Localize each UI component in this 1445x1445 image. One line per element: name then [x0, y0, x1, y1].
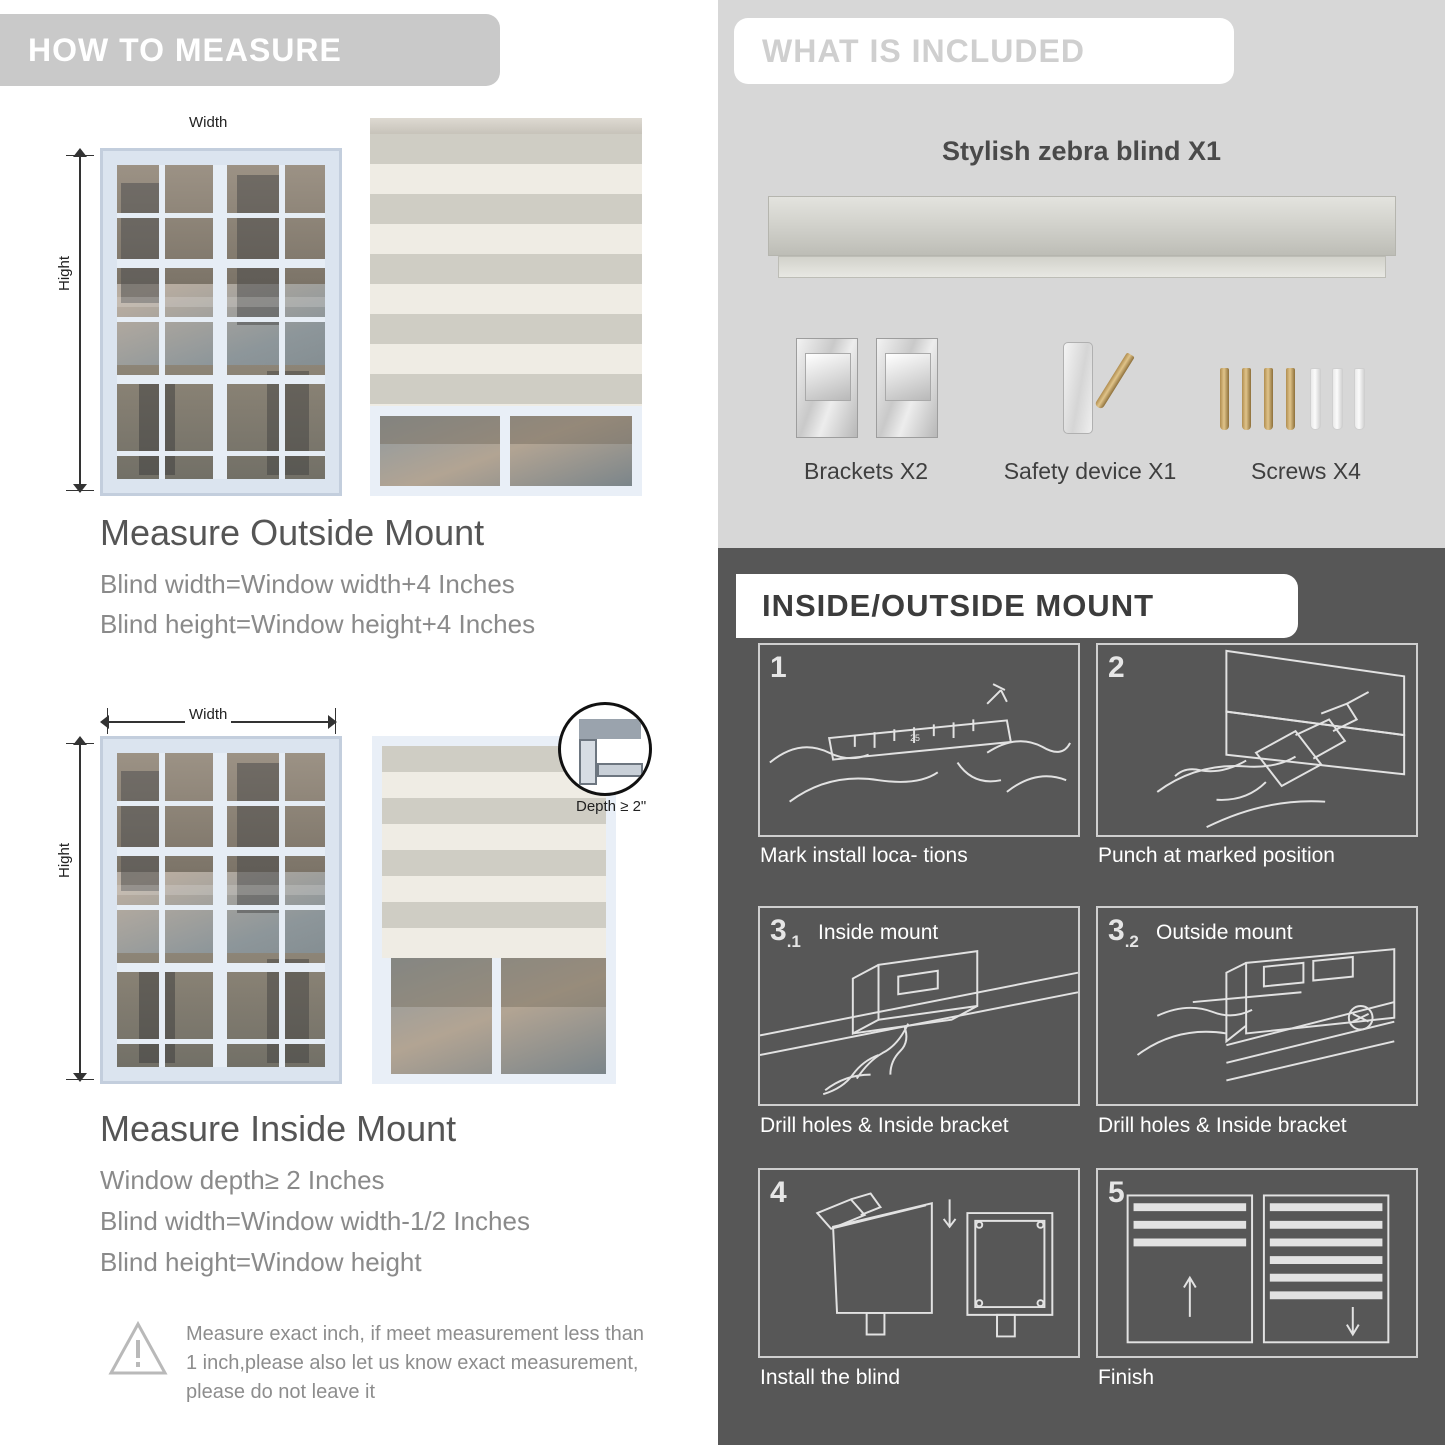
step-3-2-box: [1096, 906, 1418, 1106]
step-4-box: [758, 1168, 1080, 1358]
bracket-icon-1: [796, 338, 858, 438]
height2-arrow-bottom: [73, 1073, 87, 1082]
step-1-box: [758, 643, 1080, 837]
safety-device-icon: [1063, 342, 1093, 434]
safety-screw-icon: [1094, 352, 1134, 409]
step-3-1-caption: Drill holes & Inside bracket: [760, 1114, 1009, 1137]
step-4-sketch: [760, 1170, 1078, 1356]
whats-included-panel: [718, 0, 1445, 548]
zebra-blind-rail: [768, 196, 1396, 256]
inside-mount-line-1: Window depth≥ 2 Inches: [100, 1165, 385, 1195]
height2-tick-top: [66, 743, 94, 744]
inside-height-label: Hight: [56, 839, 73, 882]
step-3-1-num-main: 3: [770, 914, 787, 947]
screw-icon-2: [1242, 368, 1251, 430]
window-frame-inside: [100, 736, 342, 1084]
zebra-blind-rail-lip: [778, 256, 1386, 278]
how-to-measure-tab: HOW TO MEASURE: [0, 14, 500, 86]
height-dim-line: [79, 155, 81, 491]
outside-mount-title: Measure Outside Mount: [100, 512, 485, 553]
outside-mount-illustration: [0, 100, 712, 500]
inside-mount-line-2: Blind width=Window width-1/2 Inches: [100, 1206, 530, 1236]
screw-icon-4: [1286, 368, 1295, 430]
width2-tick-left: [107, 708, 108, 734]
screw-icon-1: [1220, 368, 1229, 430]
step-2-box: [1096, 643, 1418, 837]
height-tick-bottom: [66, 490, 94, 491]
step-1-sketch: [760, 645, 1078, 835]
outside-mount-line-2: Blind height=Window height+4 Inches: [100, 609, 536, 639]
step-3-1-subtitle: Inside mount: [818, 921, 939, 944]
step-1-number: 1: [770, 651, 787, 684]
screws-label: Screws X4: [1251, 458, 1361, 484]
anchor-icon-3: [1354, 368, 1365, 430]
step-3-2-num-main: 3: [1108, 914, 1125, 947]
outside-height-label: Hight: [56, 252, 73, 295]
height-arrow-bottom: [73, 484, 87, 493]
main-item-label: Stylish zebra blind X1: [941, 136, 1222, 166]
bracket-icon-2: [876, 338, 938, 438]
mount-instructions-panel: [718, 548, 1445, 1445]
screw-icon-3: [1264, 368, 1273, 430]
step-2-sketch: [1098, 645, 1416, 835]
width2-tick-right: [335, 708, 336, 734]
height-dim-line-2: [79, 743, 81, 1080]
blind-outside-mount: [370, 118, 642, 496]
step-3-2-caption: Drill holes & Inside bracket: [1098, 1114, 1347, 1137]
svg-text:25: 25: [910, 733, 920, 743]
height-tick-top: [66, 155, 94, 156]
step-5-sketch: [1098, 1170, 1416, 1356]
anchor-icon-1: [1310, 368, 1321, 430]
step-3-1-sketch: [760, 908, 1078, 1104]
step-3-1-box: [758, 906, 1080, 1106]
step-3-2-sketch: [1098, 908, 1416, 1104]
inside-width-label: Width: [185, 706, 231, 723]
depth-note: Depth ≥ 2": [576, 798, 647, 815]
step-3-1-num-sub: .1: [786, 932, 801, 951]
step-4-caption: Install the blind: [760, 1366, 901, 1389]
mount-tab: INSIDE/OUTSIDE MOUNT: [736, 574, 1298, 638]
window-frame-outside: [100, 148, 342, 496]
warning-triangle-icon: [108, 1320, 168, 1378]
step-5-number: 5: [1108, 1176, 1125, 1209]
step-2-number: 2: [1108, 651, 1125, 684]
anchor-icon-2: [1332, 368, 1343, 430]
step-3-2-subtitle: Outside mount: [1156, 921, 1293, 944]
safety-device-label: Safety device X1: [1003, 458, 1177, 484]
outside-mount-line-1: Blind width=Window width+4 Inches: [100, 569, 515, 599]
outside-width-label: Width: [185, 114, 231, 131]
step-5-box: [1096, 1168, 1418, 1358]
step-2-caption: Punch at marked position: [1098, 844, 1335, 867]
inside-mount-title: Measure Inside Mount: [100, 1108, 457, 1149]
whats-included-tab: WHAT IS INCLUDED: [734, 18, 1234, 84]
inside-mount-line-3: Blind height=Window height: [100, 1247, 422, 1277]
step-5-caption: Finish: [1098, 1366, 1155, 1389]
brackets-label: Brackets X2: [804, 458, 928, 484]
warning-text: Measure exact inch, if meet measurement less than 1 inch,please also let us know exact measurement, please do not leave it: [186, 1323, 644, 1403]
measurement-warning: [108, 1320, 668, 1407]
step-3-2-num-sub: .2: [1124, 932, 1139, 951]
height2-tick-bottom: [66, 1079, 94, 1080]
how-to-measure-panel: [0, 0, 712, 1445]
inside-mount-illustration: [0, 690, 712, 1100]
step-4-number: 4: [770, 1176, 787, 1209]
depth-callout: [558, 702, 652, 796]
step-1-caption: Mark install loca- tions: [760, 844, 968, 867]
